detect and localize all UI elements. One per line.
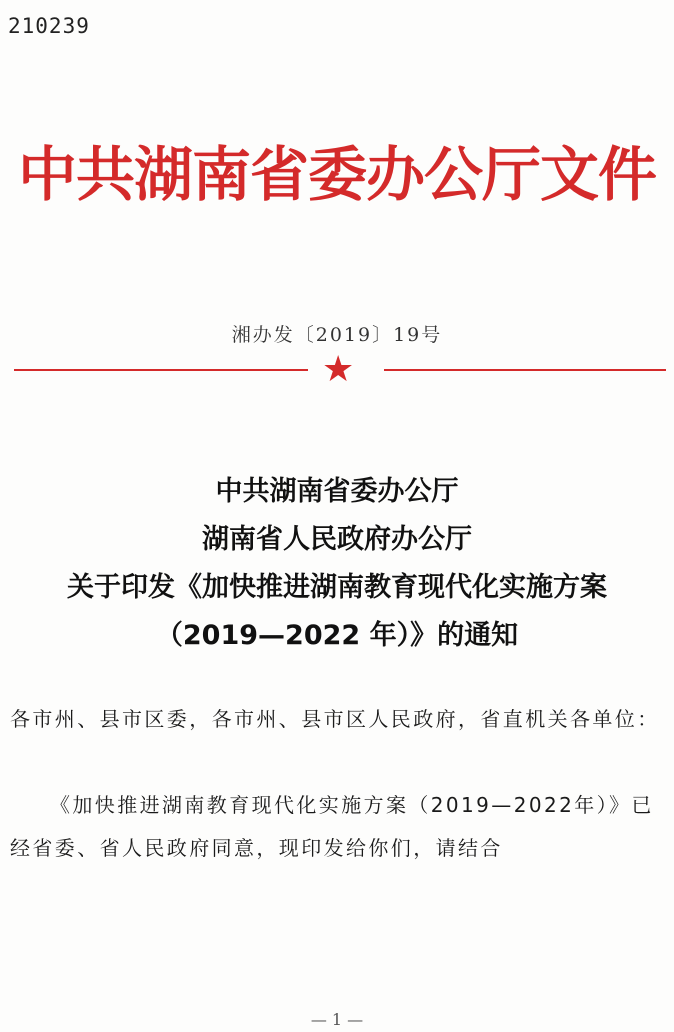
star-icon: ★ xyxy=(322,349,355,390)
title-line: 湖南省人民政府办公厅 xyxy=(202,524,472,555)
title-line: 关于印发《加快推进湖南教育现代化实施方案 xyxy=(67,572,607,603)
document-title xyxy=(0,468,674,660)
body-paragraph-text: 《加快推进湖南教育现代化实施方案（2019—2022年）》已经省委、省人民政府同意，现印发给你们，请结合 xyxy=(10,793,654,860)
document-code: 210239 xyxy=(8,14,90,38)
title-line: （2019—2022 年）》的通知 xyxy=(155,620,519,651)
document-masthead: 中共湖南省委办公厅文件 xyxy=(17,140,656,209)
salutation: 各市州、县市区委，各市州、县市区人民政府，省直机关各单位： xyxy=(10,707,660,731)
body-paragraph xyxy=(10,784,664,870)
title-line: 中共湖南省委办公厅 xyxy=(215,476,459,507)
document-number: 湘办发〔2019〕19号 xyxy=(231,324,443,346)
red-divider-left xyxy=(14,369,308,371)
page-number: — 1 — xyxy=(310,1010,364,1029)
red-divider-right xyxy=(384,369,666,371)
